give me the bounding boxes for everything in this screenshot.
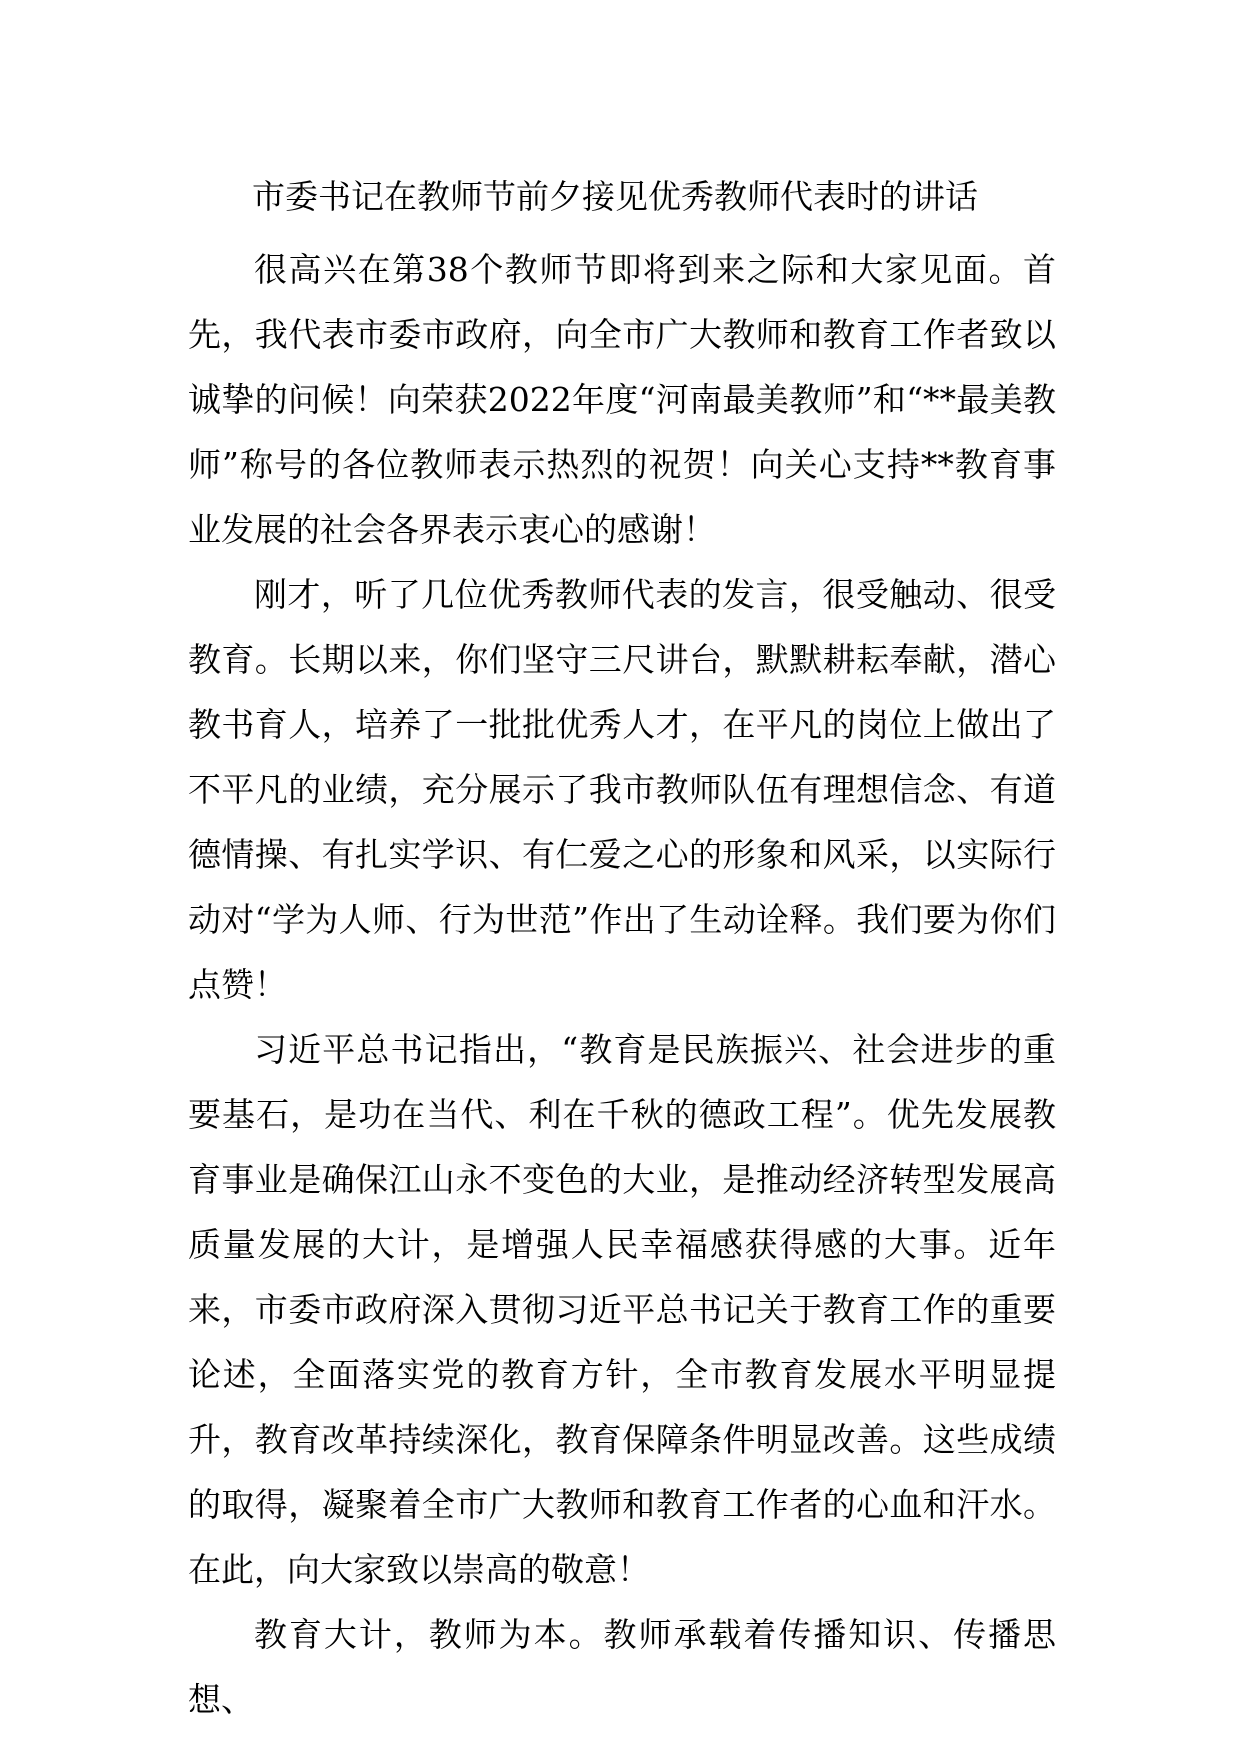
paragraph-2: 刚才，听了几位优秀教师代表的发言，很受触动、很受教育。长期以来，你们坚守三尺讲台，默默耕耘奉献，潜心教书育人，培养了一批批优秀人才，在平凡的岗位上做出了不平凡的业绩，充分展示了我市教师队伍有理想信念、有道德情操、有扎实学识、有仁爱之心的形象和风采，以实际行动对“学为人师、行为世范”作出了生动诠释。我们要为你们点赞！ <box>188 575 1056 1004</box>
document-body <box>188 237 1056 1732</box>
paragraph-3: 习近平总书记指出，“教育是民族振兴、社会进步的重要基石，是功在当代、利在千秋的德政工程”。优先发展教育事业是确保江山永不变色的大业，是推动经济转型发展高质量发展的大计，是增强人民幸福感获得感的大事。近年来，市委市政府深入贯彻习近平总书记关于教育工作的重要论述，全面落实党的教育方针，全市教育发展水平明显提升，教育改革持续深化，教育保障条件明显改善。这些成绩的取得，凝聚着全市广大教师和教育工作者的心血和汗水。在此，向大家致以崇高的敬意！ <box>188 1030 1056 1589</box>
paragraph-1: 很高兴在第38个教师节即将到来之际和大家见面。首先，我代表市委市政府，向全市广大教师和教育工作者致以诚挚的问候！向荣获2022年度“河南最美教师”和“**最美教师”称号的各位教师表示热烈的祝贺！向关心支持**教育事业发展的社会各界表示衷心的感谢！ <box>188 250 1056 549</box>
paragraph-4: 教育大计，教师为本。教师承载着传播知识、传播思想、 <box>188 1615 1056 1719</box>
document-title: 市委书记在教师节前夕接见优秀教师代表时的讲话 <box>252 177 978 216</box>
